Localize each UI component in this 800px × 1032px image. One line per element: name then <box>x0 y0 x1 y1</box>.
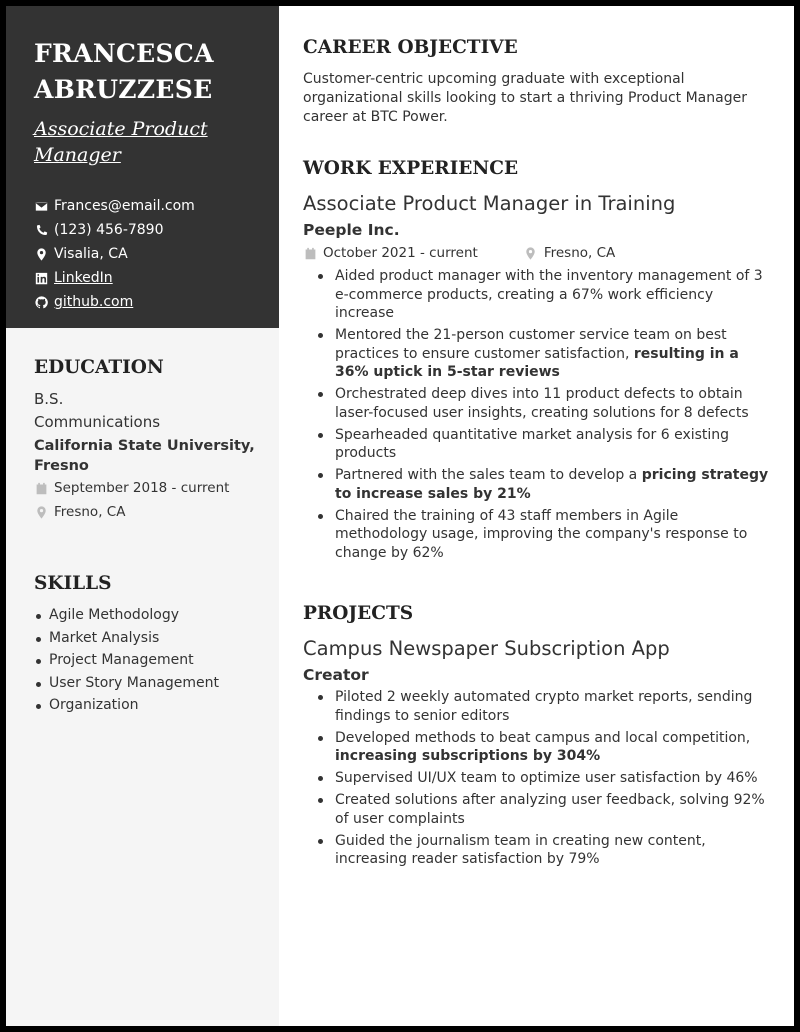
contact-phone[interactable] <box>34 218 269 242</box>
work-location-text: Fresno, CA <box>543 245 616 261</box>
contact-location <box>34 242 269 266</box>
school-name: California State University, Fresno <box>34 438 255 474</box>
github-link[interactable]: github.com <box>54 294 134 310</box>
contact-email[interactable] <box>34 194 269 218</box>
github-icon <box>34 295 48 309</box>
list-item: User Story Management <box>34 672 265 695</box>
map-pin-icon <box>34 505 48 519</box>
list-item: Guided the journalism team in creating new content, increasing reader satisfaction by 79% <box>303 832 773 869</box>
list-item: Created solutions after analyzing user feedback, solving 92% of user complaints <box>303 791 773 828</box>
projects-heading: PROJECTS <box>303 603 414 624</box>
education-heading: EDUCATION <box>34 357 164 378</box>
list-item: Project Management <box>34 649 265 672</box>
header-block <box>6 6 279 328</box>
job-role: Associate Product Manager <box>34 118 208 166</box>
list-item: Piloted 2 weekly automated crypto market reports, sending findings to senior editors <box>303 688 773 725</box>
company-name: Peeple Inc. <box>303 221 400 239</box>
full-name <box>34 36 269 108</box>
list-item: Developed methods to beat campus and local competition, increasing subscriptions by 304% <box>303 729 773 766</box>
project-bullets <box>303 688 773 869</box>
work-bullets <box>303 267 773 562</box>
education-dates <box>34 476 265 500</box>
name-line-1: FRANCESCA <box>34 39 214 68</box>
phone-text: (123) 456-7890 <box>54 222 164 238</box>
work-job-title: Associate Product Manager in Training <box>303 192 676 215</box>
objective-heading: CAREER OBJECTIVE <box>303 37 518 58</box>
contact-list <box>34 194 269 314</box>
education-dates-text: September 2018 - current <box>54 480 230 496</box>
resume-page <box>6 6 794 1026</box>
list-item: Supervised UI/UX team to optimize user satisfaction by 46% <box>303 769 773 788</box>
main-column <box>303 6 773 872</box>
contact-linkedin[interactable] <box>34 266 269 290</box>
list-item: Market Analysis <box>34 627 265 650</box>
list-item: Orchestrated deep dives into 11 product defects to obtain laser-focused user insights, creating solutions for 8 defects <box>303 385 773 422</box>
map-pin-icon <box>34 247 48 261</box>
work-heading: WORK EXPERIENCE <box>303 158 519 179</box>
work-dates-text: October 2021 - current <box>323 245 478 261</box>
list-item: Mentored the 21-person customer service team on best practices to ensure customer satisfaction, resulting in a 36% uptick in 5-star reviews <box>303 326 773 382</box>
list-item: Chaired the training of 43 staff members in Agile methodology usage, improving the company's response to change by 62% <box>303 507 773 563</box>
contact-github[interactable] <box>34 290 269 314</box>
education-location <box>34 500 265 524</box>
sidebar-body <box>6 328 279 717</box>
project-title: Campus Newspaper Subscription App <box>303 637 670 660</box>
email-text: Frances@email.com <box>54 198 195 214</box>
list-item: Aided product manager with the inventory management of 3 e-commerce products, creating a 67% work efficiency increase <box>303 267 773 323</box>
linkedin-link[interactable]: LinkedIn <box>54 270 113 286</box>
skills-list <box>34 604 265 717</box>
work-dates <box>303 241 478 265</box>
sidebar <box>6 6 279 1026</box>
work-location <box>524 241 615 265</box>
list-item: Agile Methodology <box>34 604 265 627</box>
skills-heading: SKILLS <box>34 573 112 594</box>
map-pin-icon <box>524 246 538 260</box>
list-item: Partnered with the sales team to develop a pricing strategy to increase sales by 21% <box>303 466 773 503</box>
objective-text: Customer-centric upcoming graduate with exceptional organizational skills looking to start a thriving Product Manager career at BTC Power. <box>303 71 747 125</box>
envelope-icon <box>34 199 48 213</box>
field-of-study: Communications <box>34 413 161 431</box>
list-item: Organization <box>34 694 265 717</box>
calendar-icon <box>303 246 317 260</box>
linkedin-icon <box>34 271 48 285</box>
project-role: Creator <box>303 666 369 684</box>
name-line-2: ABRUZZESE <box>34 75 213 104</box>
education-location-text: Fresno, CA <box>54 504 126 520</box>
calendar-icon <box>34 481 48 495</box>
location-text: Visalia, CA <box>54 246 128 262</box>
phone-icon <box>34 223 48 237</box>
degree: B.S. <box>34 390 64 408</box>
list-item: Spearheaded quantitative market analysis for 6 existing products <box>303 426 773 463</box>
work-meta <box>303 241 773 265</box>
